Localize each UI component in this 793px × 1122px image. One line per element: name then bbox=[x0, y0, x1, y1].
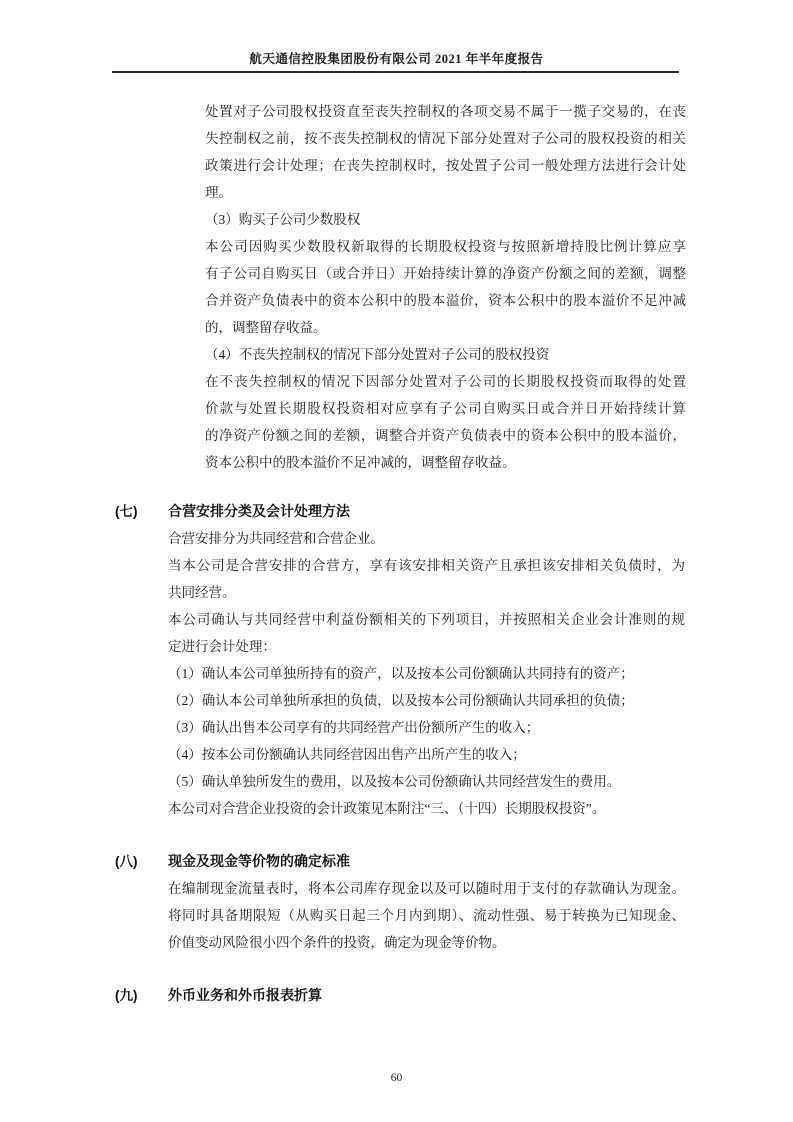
section-label: (八) bbox=[115, 854, 138, 869]
text-line: 的，调整留存收益。 bbox=[205, 320, 327, 335]
text-line: （3）购买子公司少数股权 bbox=[205, 212, 361, 227]
text-line: 合营安排分为共同经营和合营企业。 bbox=[168, 531, 384, 546]
text-line: （1）确认本公司单独所持有的资产，以及按本公司份额确认共同持有的资产； bbox=[168, 666, 634, 681]
section-7 bbox=[0, 498, 793, 822]
text-line: （5）确认单独所发生的费用，以及按本公司份额确认共同经营发生的费用。 bbox=[168, 774, 621, 789]
section-8 bbox=[0, 848, 793, 956]
continuation-paragraphs bbox=[205, 98, 686, 476]
page-header-title: 航天通信控股集团股份有限公司 2021 年半年度报告 bbox=[249, 52, 544, 66]
text-line: （4）不丧失控制权的情况下部分处置对子公司的股权投资 bbox=[205, 347, 550, 362]
section-paragraphs bbox=[168, 875, 685, 956]
text-line: 定进行会计处理： bbox=[168, 639, 276, 654]
paragraph bbox=[168, 875, 685, 956]
paragraph bbox=[205, 206, 686, 233]
paragraph bbox=[205, 368, 686, 476]
text-line: 理。 bbox=[205, 185, 232, 200]
text-line: 共同经营。 bbox=[168, 585, 236, 600]
text-line: 本公司因购买少数股权新取得的长期股权投资与按照新增持股比例计算应享 bbox=[205, 239, 686, 254]
section-heading bbox=[0, 982, 793, 1009]
paragraph bbox=[205, 341, 686, 368]
page-number: 60 bbox=[390, 1072, 403, 1084]
paragraph bbox=[168, 525, 685, 552]
text-line: 本公司确认与共同经营中利益份额相关的下列项目，并按照相关企业会计准则的规 bbox=[168, 612, 685, 627]
paragraph bbox=[205, 98, 686, 206]
text-line: 处置对子公司股权投资直至丧失控制权的各项交易不属于一揽子交易的，在丧 bbox=[205, 104, 686, 119]
paragraph bbox=[168, 741, 685, 768]
section-paragraphs bbox=[168, 525, 685, 822]
section-label: (九) bbox=[115, 988, 138, 1003]
paragraph bbox=[168, 768, 685, 795]
text-line: 将同时具备期限短（从购买日起三个月内到期）、流动性强、易于转换为已知现金、 bbox=[168, 908, 685, 923]
text-line: （3）确认出售本公司享有的共同经营产出份额所产生的收入； bbox=[168, 720, 540, 735]
text-line: 合并资产负债表中的资本公积中的股本溢价，资本公积中的股本溢价不足冲减 bbox=[205, 293, 686, 308]
paragraph bbox=[168, 687, 685, 714]
paragraph bbox=[168, 714, 685, 741]
header-rule bbox=[112, 71, 679, 73]
section-title: 外币业务和外币报表折算 bbox=[168, 987, 322, 1003]
section-heading bbox=[0, 498, 793, 525]
text-line: 资本公积中的股本溢价不足冲减的，调整留存收益。 bbox=[205, 455, 516, 470]
text-line: 在编制现金流量表时，将本公司库存现金以及可以随时用于支付的存款确认为现金。 bbox=[168, 881, 685, 896]
section-label: (七) bbox=[115, 504, 138, 519]
section-9 bbox=[0, 982, 793, 1009]
section-heading bbox=[0, 848, 793, 875]
paragraph bbox=[168, 795, 685, 822]
section-title: 现金及现金等价物的确定标准 bbox=[168, 853, 350, 869]
text-line: （4）按本公司份额确认共同经营因出售产出所产生的收入； bbox=[168, 747, 526, 762]
text-line: 的净资产份额之间的差额，调整合并资产负债表中的资本公积中的股本溢价， bbox=[205, 428, 686, 443]
paragraph bbox=[168, 606, 685, 660]
text-line: 价值变动风险很小四个条件的投资，确定为现金等价物。 bbox=[168, 935, 506, 950]
text-line: 政策进行会计处理；在丧失控制权时，按处置子公司一般处理方法进行会计处 bbox=[205, 158, 686, 173]
paragraph bbox=[205, 233, 686, 341]
paragraph bbox=[168, 660, 685, 687]
text-line: 价款与处置长期股权投资相对应享有子公司自购买日或合并日开始持续计算 bbox=[205, 401, 686, 416]
text-line: 当本公司是合营安排的合营方，享有该安排相关资产且承担该安排相关负债时，为 bbox=[168, 558, 685, 573]
text-line: 失控制权之前，按不丧失控制权的情况下部分处置对子公司的股权投资的相关 bbox=[205, 131, 686, 146]
text-line: 本公司对合营企业投资的会计政策见本附注“三、（十四）长期股权投资”。 bbox=[168, 801, 606, 816]
text-line: 有子公司自购买日（或合并日）开始持续计算的净资产份额之间的差额，调整 bbox=[205, 266, 686, 281]
text-line: 在不丧失控制权的情况下因部分处置对子公司的长期股权投资而取得的处置 bbox=[205, 374, 686, 389]
paragraph bbox=[168, 552, 685, 606]
text-line: （2）确认本公司单独所承担的负债，以及按本公司份额确认共同承担的负债； bbox=[168, 693, 634, 708]
section-title: 合营安排分类及会计处理方法 bbox=[168, 503, 350, 519]
